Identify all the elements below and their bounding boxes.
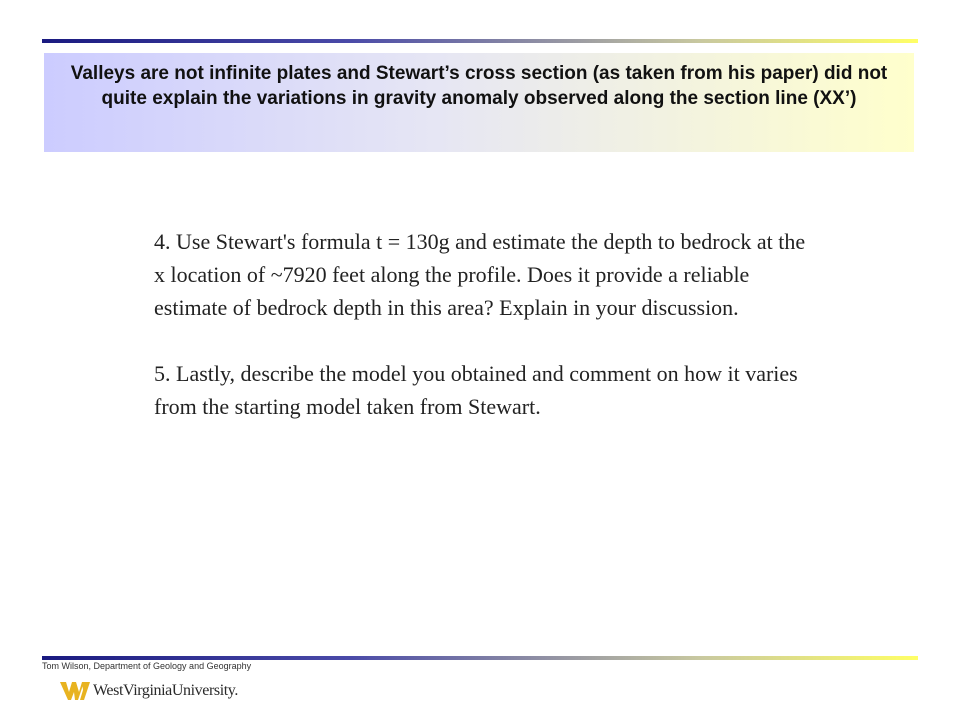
university-logo [60,677,238,705]
footer-credit: Tom Wilson, Department of Geology and Geography [42,661,252,671]
question-4: 4. Use Stewart's formula t = 130g and estimate the depth to bedrock at the x location of ~7920 feet along the profile. Does it provide a reliable estimate of bedrock depth in this area? Explain in your discussion. [154,229,806,320]
top-divider [42,39,918,43]
paragraph-spacer [154,324,814,357]
slide-title: Valleys are not infinite plates and Stewart’s cross section (as taken from his paper) did not quite explain the variations in gravity anomaly observed along the section line (XX’) [70,63,888,109]
bottom-divider [42,656,918,660]
university-name: WestVirginiaUniversity. [93,682,238,699]
question-5: 5. Lastly, describe the model you obtained and comment on how it varies from the starting model taken from Stewart. [154,361,798,419]
slide-body [154,225,814,423]
title-box [44,53,914,152]
wvu-flying-wv-icon [60,680,90,702]
